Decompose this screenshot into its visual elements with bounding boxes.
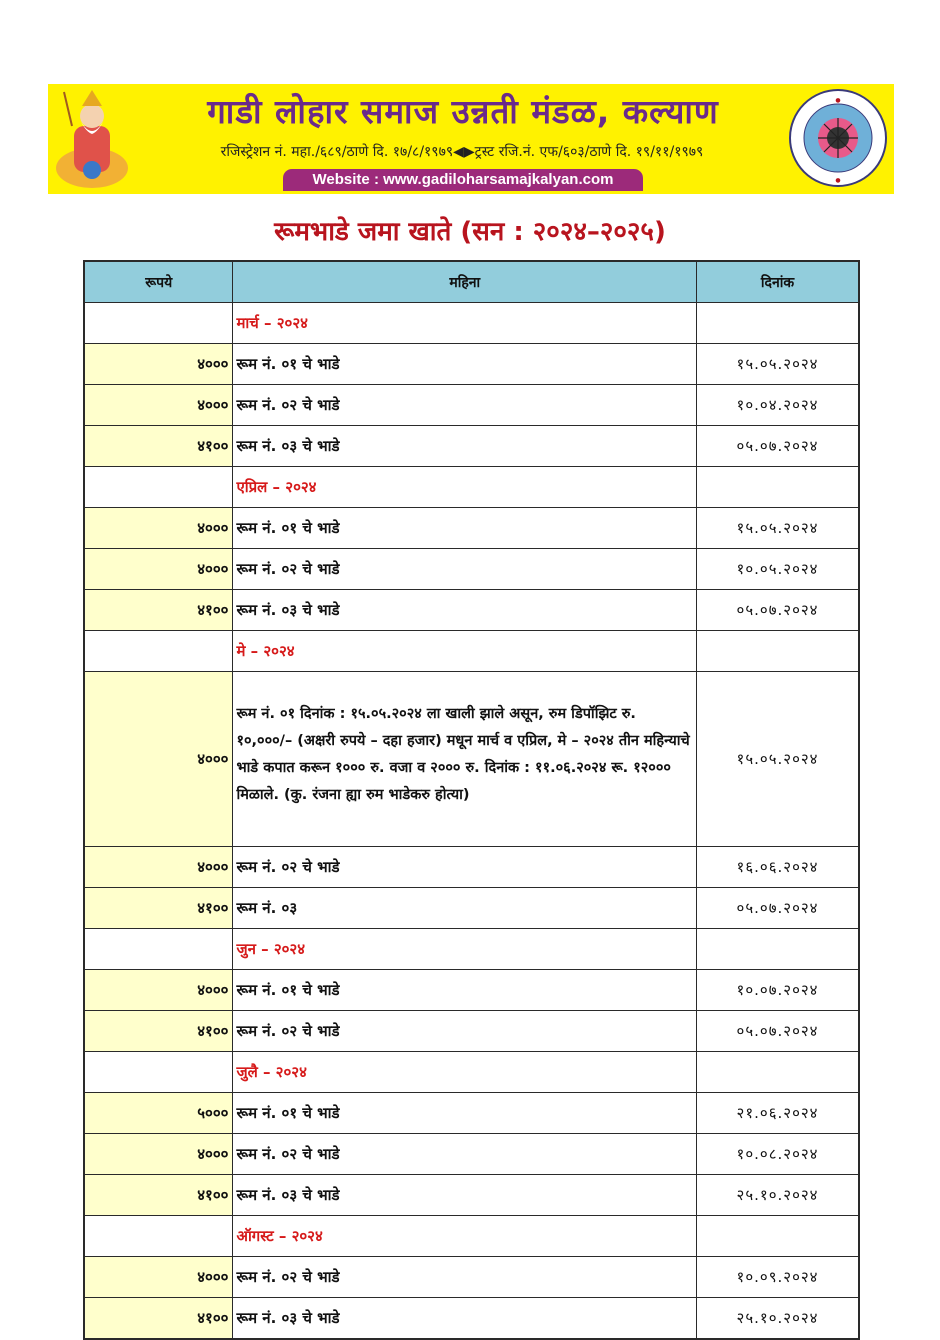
amount-cell: ४०००: [84, 344, 233, 385]
date-cell: ०५.०७.२०२४: [697, 1011, 859, 1052]
table-row: [84, 508, 859, 549]
table-row: [84, 1298, 859, 1340]
date-cell: १०.०८.२०२४: [697, 1134, 859, 1175]
table-row: [84, 1011, 859, 1052]
description-cell: रूम नं. ०२ चे भाडे: [233, 1257, 697, 1298]
table-row: [84, 385, 859, 426]
description-cell: रूम नं. ०३ चे भाडे: [233, 1298, 697, 1340]
amount-cell-empty: [84, 467, 233, 508]
description-cell: रूम नं. ०२ चे भाडे: [233, 385, 697, 426]
amount-cell: ४१००: [84, 888, 233, 929]
month-label: जुन – २०२४: [233, 929, 697, 970]
amount-cell: ४०००: [84, 1134, 233, 1175]
date-cell: ०५.०७.२०२४: [697, 426, 859, 467]
date-cell-empty: [697, 1216, 859, 1257]
table-row: [84, 847, 859, 888]
date-cell: १५.०५.२०२४: [697, 344, 859, 385]
column-header-amount: रूपये: [84, 261, 233, 303]
date-cell: १०.०४.२०२४: [697, 385, 859, 426]
table-row: [84, 1134, 859, 1175]
date-cell: २५.१०.२०२४: [697, 1175, 859, 1216]
description-cell: रूम नं. ०३: [233, 888, 697, 929]
month-section-row: [84, 1052, 859, 1093]
description-cell: रूम नं. ०३ चे भाडे: [233, 590, 697, 631]
date-cell: ०५.०७.२०२४: [697, 590, 859, 631]
description-cell: रूम नं. ०२ चे भाडे: [233, 847, 697, 888]
amount-cell: ४१००: [84, 1011, 233, 1052]
description-cell: रूम नं. ०१ चे भाडे: [233, 1093, 697, 1134]
amount-cell: ४०००: [84, 672, 233, 847]
table-row: [84, 590, 859, 631]
amount-cell-empty: [84, 1216, 233, 1257]
month-section-row: [84, 467, 859, 508]
month-section-row: [84, 631, 859, 672]
amount-cell-empty: [84, 929, 233, 970]
date-cell: ०५.०७.२०२४: [697, 888, 859, 929]
month-section-row: [84, 303, 859, 344]
month-label: ऑगस्ट – २०२४: [233, 1216, 697, 1257]
table-row: [84, 549, 859, 590]
header-banner: [48, 84, 894, 194]
amount-cell: ४०००: [84, 970, 233, 1011]
description-cell: रूम नं. ०१ चे भाडे: [233, 508, 697, 549]
amount-cell: ४०००: [84, 385, 233, 426]
date-cell: १०.०९.२०२४: [697, 1257, 859, 1298]
amount-cell: ४१००: [84, 1298, 233, 1340]
date-cell-empty: [697, 303, 859, 344]
amount-cell-empty: [84, 1052, 233, 1093]
amount-cell-empty: [84, 303, 233, 344]
description-cell: रूम नं. ०३ चे भाडे: [233, 1175, 697, 1216]
column-header-date: दिनांक: [697, 261, 859, 303]
date-cell: २१.०६.२०२४: [697, 1093, 859, 1134]
registration-info: रजिस्ट्रेशन नं. महा./६८९/ठाणे दि. १७/८/१९७९◀▶ट्रस्ट रजि.नं. एफ/६०३/ठाणे दि. १९/११/१९७९: [220, 144, 704, 160]
amount-cell: ४१००: [84, 426, 233, 467]
date-cell-empty: [697, 1052, 859, 1093]
date-cell: २५.१०.२०२४: [697, 1298, 859, 1340]
description-cell: रूम नं. ०३ चे भाडे: [233, 426, 697, 467]
description-cell: रूम नं. ०२ चे भाडे: [233, 1011, 697, 1052]
amount-cell: ४१००: [84, 590, 233, 631]
table-row: [84, 344, 859, 385]
description-cell: रूम नं. ०१ चे भाडे: [233, 344, 697, 385]
column-header-month: महिना: [233, 261, 697, 303]
month-label: मार्च – २०२४: [233, 303, 697, 344]
month-label: मे – २०२४: [233, 631, 697, 672]
table-row: [84, 888, 859, 929]
date-cell-empty: [697, 467, 859, 508]
amount-cell: ५०००: [84, 1093, 233, 1134]
table-header-row: [84, 261, 859, 303]
rent-ledger-table: [83, 260, 860, 1340]
organization-name: गाडी लोहार समाज उन्नती मंडळ, कल्याण: [207, 92, 719, 131]
month-label: एप्रिल – २०२४: [233, 467, 697, 508]
table-row: [84, 970, 859, 1011]
table-row: [84, 672, 859, 847]
month-section-row: [84, 929, 859, 970]
deity-illustration-icon: [54, 86, 130, 192]
table-row: [84, 1175, 859, 1216]
table-row: [84, 1257, 859, 1298]
date-cell: १०.०७.२०२४: [697, 970, 859, 1011]
amount-cell-empty: [84, 631, 233, 672]
description-cell: रूम नं. ०२ चे भाडे: [233, 1134, 697, 1175]
table-row: [84, 1093, 859, 1134]
description-cell: रूम नं. ०१ चे भाडे: [233, 970, 697, 1011]
amount-cell: ४०००: [84, 1257, 233, 1298]
month-section-row: [84, 1216, 859, 1257]
date-cell-empty: [697, 929, 859, 970]
amount-cell: ४०००: [84, 508, 233, 549]
svg-text:●: ●: [835, 177, 841, 184]
document-title: रूमभाडे जमा खाते (सन : २०२४–२०२५): [274, 217, 666, 247]
month-label: जुलै – २०२४: [233, 1052, 697, 1093]
website-link[interactable]: Website : www.gadiloharsamajkalyan.com: [283, 169, 643, 191]
svg-text:●: ●: [835, 97, 841, 104]
table-row: [84, 426, 859, 467]
description-cell: रूम नं. ०२ चे भाडे: [233, 549, 697, 590]
description-cell: रूम नं. ०१ दिनांक : १५.०५.२०२४ ला खाली झाले असून, रुम डिपॉझिट रु. १०,०००/– (अक्षरी रुपये – दहा हजार) मधून मार्च व एप्रिल, मे – २०२४ तीन महिन्याचे भाडे कपात करून १००० रु. वजा व २००० रु. दिनांक : ११.०६.२०२४ रू. १२००० मिळाले. (कु. रंजना ह्या रुम भाडेकरु होत्या): [233, 672, 697, 847]
organization-emblem-icon: [788, 88, 888, 188]
date-cell: १५.०५.२०२४: [697, 508, 859, 549]
date-cell: १५.०५.२०२४: [697, 672, 859, 847]
date-cell-empty: [697, 631, 859, 672]
date-cell: १०.०५.२०२४: [697, 549, 859, 590]
amount-cell: ४१००: [84, 1175, 233, 1216]
amount-cell: ४०००: [84, 549, 233, 590]
amount-cell: ४०००: [84, 847, 233, 888]
date-cell: १६.०६.२०२४: [697, 847, 859, 888]
table-body: [84, 303, 859, 1340]
